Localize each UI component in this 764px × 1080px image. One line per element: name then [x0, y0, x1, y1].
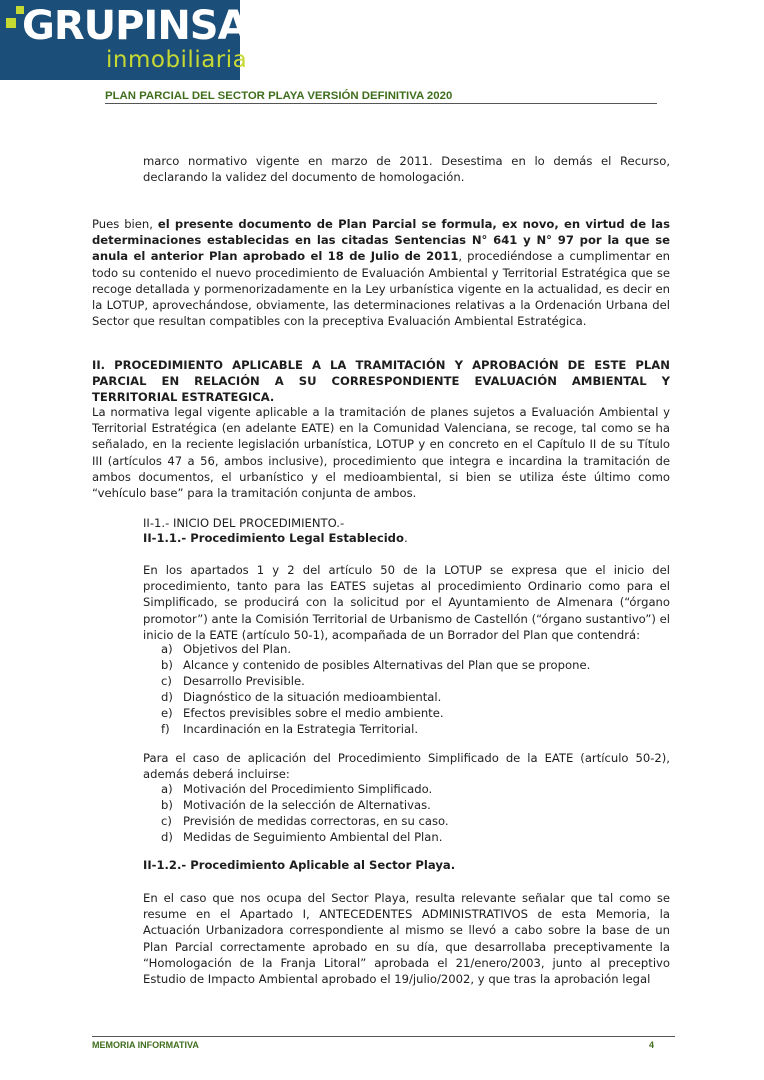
list-item: [158, 673, 670, 689]
footer-section-title: MEMORIA INFORMATIVA: [92, 1040, 199, 1050]
list-item: [158, 689, 670, 705]
list-item-text: Previsión de medidas correctoras, en su caso.: [183, 814, 449, 828]
paragraph-text: , procediéndose a cumplimentar en todo su contenido el nuevo procedimiento de Evaluación Ambiental y Territorial Estratégica que se recoge detallada y pormenorizadamente en la Ley urbanística vigente en la actualidad, es decir en la LOTUP, aprovechándose, obviamente, las determinaciones relativas a la Ordenación Urbana del Sector que resultan compatibles con la preceptiva Evaluación Ambiental Estratégica.: [92, 249, 670, 329]
list-marker: c): [161, 814, 172, 828]
list-marker: a): [161, 642, 173, 656]
list-item: [158, 813, 670, 829]
paragraph-emphasis: el presente documento de Plan Parcial se formula, ex novo, en virtud de las determinaciones establecidas en las citadas Sentencias N° 641 y N° 97 por la que se anula el anterior Plan aprobado el 18 de Julio de 2011: [92, 217, 670, 264]
header-divider: [105, 103, 657, 104]
list-marker: b): [161, 658, 173, 672]
subsection-title-end: .: [403, 531, 408, 545]
logo-subtitle: inmobiliaria: [106, 47, 248, 73]
list-item-text: Motivación del Procedimiento Simplificado.: [183, 782, 433, 796]
list-item-text: Efectos previsibles sobre el medio ambiente.: [183, 706, 444, 720]
document-header-title: PLAN PARCIAL DEL SECTOR PLAYA VERSIÓN DEFINITIVA 2020: [105, 90, 453, 102]
page-number: 4: [649, 1040, 655, 1050]
paragraph-plan-parcial: [92, 216, 670, 329]
company-logo: [0, 0, 248, 80]
borrador-contents-list: [158, 641, 670, 737]
list-item-text: Motivación de la selección de Alternativas.: [183, 798, 431, 812]
list-marker: c): [161, 674, 172, 688]
simplificado-list: [158, 781, 670, 845]
paragraph-sector-playa: En el caso que nos ocupa del Sector Playa, resulta relevante señalar que tal como se resume en el Apartado I, ANTECEDENTES ADMINISTRATIVOS de esta Memoria, la Actuación Urbanizadora correspondiente al mismo se llevó a cabo sobre la base de un Plan Parcial correctamente aprobado en su día, que desarrollaba preceptivamente la “Homologación de la Franja Litoral” aprobada el 21/enero/2003, junto al preceptivo Estudio de Impacto Ambiental aprobado el 19/julio/2002, y que tras la aprobación legal: [143, 891, 670, 987]
list-item: [158, 721, 670, 737]
list-item-text: Medidas de Seguimiento Ambiental del Plan.: [183, 830, 443, 844]
section-heading: II. PROCEDIMIENTO APLICABLE A LA TRAMITACIÓN Y APROBACIÓN DE ESTE PLAN PARCIAL EN RELACIÓN A SU CORRESPONDIENTE EVALUACIÓN AMBIENTAL Y TERRITORIAL ESTRATEGICA.: [92, 358, 670, 405]
logo-name: GRUPINSA: [22, 3, 248, 49]
list-item: [158, 829, 670, 845]
subsection-heading-sector-playa: II-1.2.- Procedimiento Aplicable al Sector Playa.: [143, 858, 456, 872]
list-marker: d): [161, 690, 173, 704]
list-item: [158, 641, 670, 657]
list-item: [158, 781, 670, 797]
logo-square-icon: [6, 18, 16, 28]
paragraph-simplificado: Para el caso de aplicación del Procedimiento Simplificado de la EATE (artículo 50-2), además deberá incluirse:: [143, 751, 670, 782]
subsection-title: II-1.1.- Procedimiento Legal Establecido: [143, 531, 404, 545]
list-marker: d): [161, 830, 173, 844]
list-item: [158, 705, 670, 721]
paragraph-articulo-50: En los apartados 1 y 2 del artículo 50 de la LOTUP se expresa que el inicio del procedimiento, tanto para las EATES sujetas al procedimiento Ordinario como para el Simplificado, se producirá con la solicitud por el Ayuntamiento de Almenara (“órgano promotor”) ante la Comisión Territorial de Urbanismo de Castellón (“órgano sustantivo”) el inicio de la EATE (artículo 50-1), acompañada de un Borrador del Plan que contendrá:: [143, 563, 670, 642]
list-marker: b): [161, 798, 173, 812]
list-item-text: Incardinación en la Estrategia Territorial.: [183, 722, 419, 736]
paragraph-normativa: La normativa legal vigente aplicable a la tramitación de planes sujetos a Evaluación Ambiental y Territorial Estratégica (en adelante EATE) en la Comunidad Valenciana, se recoge, tal como se ha señalado, en la reciente legislación urbanística, LOTUP y en concreto en el Capítulo II de su Título III (artículos 47 a 56, ambos inclusive), procedimiento que integra e incardina la tramitación de ambos documentos, el urbanístico y el medioambiental, si bien se utiliza éste último como “vehículo base” para la tramitación conjunta de ambos.: [92, 405, 670, 501]
list-marker: f): [161, 722, 170, 736]
list-item-text: Alcance y contenido de posibles Alternativas del Plan que se propone.: [183, 658, 591, 672]
list-marker: a): [161, 782, 173, 796]
list-item-text: Diagnóstico de la situación medioambiental.: [183, 690, 442, 704]
subsection-heading-legal: [143, 530, 670, 546]
paragraph-text: Pues bien,: [92, 217, 158, 231]
footer-divider: [92, 1036, 675, 1037]
list-item-text: Desarrollo Previsible.: [183, 674, 305, 688]
list-item: [158, 797, 670, 813]
list-item: [158, 657, 670, 673]
paragraph-continuation: marco normativo vigente en marzo de 2011. Desestima en lo demás el Recurso, declarando la validez del documento de homologación.: [143, 154, 670, 185]
list-marker: e): [161, 706, 173, 720]
list-item-text: Objetivos del Plan.: [183, 642, 292, 656]
subsection-heading-inicio: II-1.- INICIO DEL PROCEDIMIENTO.-: [143, 516, 345, 530]
